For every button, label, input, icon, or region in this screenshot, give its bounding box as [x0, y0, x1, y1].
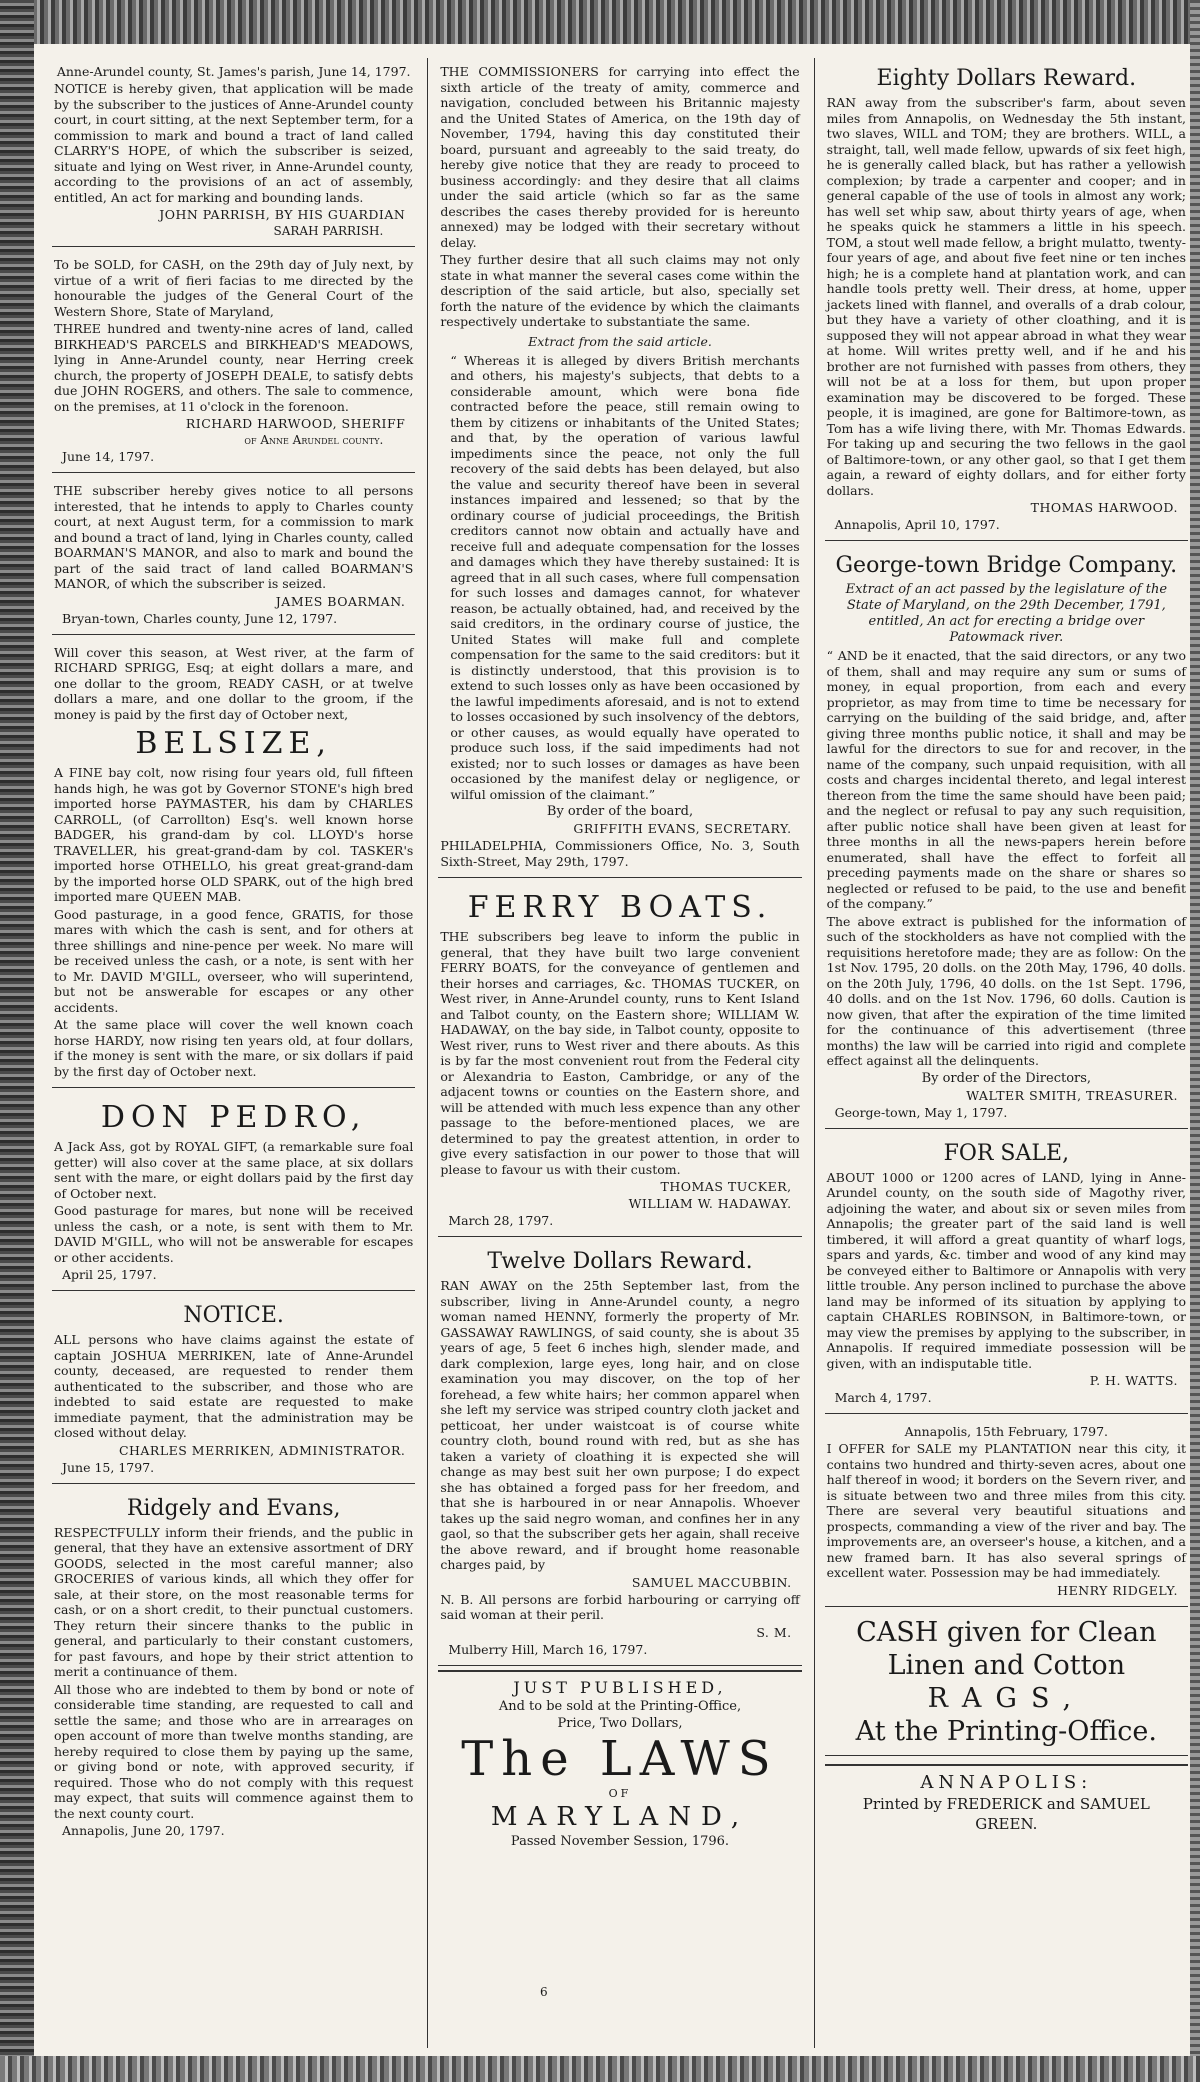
page-number: 6 [540, 1985, 548, 1999]
ad-signature: SAMUEL MACCUBBIN. [631, 1574, 792, 1590]
ad-title: Eighty Dollars Reward. [876, 66, 1137, 91]
ad-date: Annapolis, June 20, 1797. [62, 1823, 225, 1838]
ad-ferry-boats [438, 882, 801, 1237]
ad-session: Passed November Session, 1796. [510, 1833, 730, 1849]
ad-body-2: All those who are indebted to them by bond or note of considerable time standing, are requested to call and settle the same; and those who are in arrearages on open account of more than twelve months standing, are hereby required to close them by paying up the same, or giving bond or note, with approved security, if required. Those who do not comply with this request may expect, that suits will commence against them to the next county court. [54, 1681, 414, 1821]
scan-border-top [0, 0, 1200, 44]
ad-date: Annapolis, April 10, 1797. [834, 517, 1000, 532]
ad-signature: P. H. WATTS. [1089, 1373, 1178, 1388]
ad-place: PHILADELPHIA, Commissioners Office, No. 3, South Sixth-Street, May 29th, 1797. [440, 838, 800, 869]
column-middle [427, 58, 801, 2048]
ad-title: NOTICE. [183, 1303, 284, 1328]
extract-title: Extract from the said article. [528, 333, 712, 349]
printer-imprint [825, 1764, 1188, 1835]
ad-body: RESPECTFULLY inform their friends, and the public in general, that they have an extensive assortment of DRY GOODS, selected in the most careful manner; also GROCERIES of various kinds, all which they offer for sale, at their store, on the most reasonable terms for cash, or on a short credit, to their punctual customers. They return their sincere thanks to the public in general, and particularly to their constant customers, for past favours, and hope by their strict attention to merit a continuance of them. [54, 1524, 414, 1679]
ad-dateline: Anne-Arundel county, St. James's parish, June 14, 1797. [56, 64, 411, 79]
ad-dateline: Annapolis, 15th February, 1797. [904, 1424, 1109, 1439]
ad-date: George-town, May 1, 1797. [834, 1104, 1008, 1120]
ad-body-3: At the same place will cover the well known coach horse HARDY, now rising ten years old, at four dollars, if the money is sent with the mare, or six dollars if paid by the first day of October next. [54, 1017, 414, 1079]
ad-body: A Jack Ass, got by ROYAL GIFT, (a remarkable sure foal getter) will also cover at the same place, at six dollars sent with the mare, or eight dollars paid by the first day of October next. [54, 1139, 414, 1201]
ad-bridge-company [825, 545, 1188, 1129]
ad-body-2: The above extract is published for the information of such of the stockholders as have not complied with the requisitions heretofore made; they are as follow: On the 1st Nov. 1795, 20 dolls. on the 20th May, 1796, 40 dolls. on the 20th July, 1796, 40 dolls. on the 1st Sept. 1796, 40 dolls. and on the 1st Nov. 1796, 60 dolls. Caution is now given, that after the expiration of the time limited for the continuance of this advertisement (three months) the law will be carried into rigid and complete effect against all the delinquents. [826, 913, 1186, 1068]
ad-eighty-dollars [825, 58, 1188, 541]
ad-signature: GRIFFITH EVANS, SECRETARY. [573, 821, 792, 836]
ad-body: “ AND be it enacted, that the said directors, or any two of them, shall and may require any sum or sums of money, in equal proportion, from each and every proprietor, as may from time to time be necessary for carrying on the building of the said bridge, and, after giving three months public notice, it shall and may be lawful for the directors to sue for and recover, in the name of the company, such unpaid requisition, with all costs and charges incidental thereto, and legal interest thereon from the time the same should have been paid; and the neglect or refusal to pay any such requisition, after public notice shall have been given at least for three months in all the news-papers herein before enumerated, shall have the effect to forfeit all preceding payments made on the share or shares so neglected or refused to be paid, to the use and benefit of the company.” [826, 648, 1186, 911]
ad-merriken-notice [52, 1295, 415, 1484]
ad-date: March 28, 1797. [448, 1213, 554, 1228]
ad-title: BELSIZE, [135, 726, 332, 761]
ad-body-2: Good pasturage, in a good fence, GRATIS, for those mares with which the cash is sent, and for others at three shillings and nine-pence per week. No mare will be received unless the cash, or a note, is sent with her to Mr. DAVID M'GILL, overseer, who will superintend, but not be answerable for escapes or any other accidents. [54, 906, 414, 1015]
ad-title: FOR SALE, [943, 1140, 1070, 1166]
ad-laws-of-maryland [438, 1670, 801, 1857]
ad-body: A FINE bay colt, now rising four years old, full fifteen hands high, he was got by Governor STONE's high bred imported horse PAYMASTER, his dam by CHARLES CARROLL, (of Carrollton) Esq's. well known horse BADGER, his grand-dam by col. LLOYD's horse TRAVELLER, his great-grand-dam by col. TASKER's imported horse OTHELLO, his great great-grand-dam by the imported horse OLD SPARK, out of the high bred imported mare QUEEN MAB. [54, 765, 414, 904]
ad-date: June 15, 1797. [62, 1459, 155, 1475]
ad-signature-sub: of Anne Arundel county. [244, 433, 384, 447]
ad-title: FERRY BOATS. [467, 890, 773, 925]
ad-signature: WALTER SMITH, TREASURER. [966, 1087, 1178, 1103]
ad-for-sale [825, 1133, 1188, 1415]
ad-body: THE subscribers beg leave to inform the public in general, that they have built two large convenient FERRY BOATS, for the conveyance of gentlemen and their horses and carriages, &c. THOMAS TUCKER, on West river, in Anne-Arundel county, runs to Kent Island and Talbot county, on the Eastern shore; WILLIAM W. HADAWAY, on the bay side, in Talbot county, opposite to West river, runs to West river and there abouts. As this is by far the most convenient rout from the Federal city or Alexandria to Easton, Cambridge, or any of the adjacent towns or counties on the Eastern shore, and will be attended with much less expence than any other passage to the before-mentioned places, we are determined to pay the greatest attention, in order to give every satisfaction in our power to those that will please to favour us with their custom. [440, 929, 800, 1177]
imprint-printed-by: Printed by FREDERICK and SAMUEL [862, 1794, 1150, 1813]
ad-title: Twelve Dollars Reward. [487, 1249, 753, 1274]
ad-body: RAN away from the subscriber's farm, about seven miles from Annapolis, on Wednesday the 5th instant, two slaves, WILL and TOM; they are brothers. WILL, a straight, tall, well made fellow, upwards of six feet high, he is generally called black, but has rather a yellowish complexion; by trade a carpenter and cooper; and in general capable of the use of tools in almost any work; has well set whip saw, about thirty years of age, when he speaks quick he stammers a little in his speech. TOM, a stout well made fellow, a bright mulatto, twenty-four years of age, and about five feet nine or ten inches high; he is a complete hand at plantation work, and can handle tools pretty well. Their dress, at home, upper jackets lined with flannel, and overalls of a drab colour, but they have a variety of other cloathing, and it is supposed they will not appear abroad in what they wear at home. Will writes pretty well, and if he and his brother are not furnished with passes from others, they will not be at a loss for them, but upon proper examination may be discovered to be forged. These people, it is imagined, are gone for Baltimore-town, as Tom has a wife living there, with Mr. Thomas Edwards. For taking up and securing the two fellows in the gaol of Baltimore-town, or any other gaol, so that I get them again, a reward of eighty dollars, and for either forty dollars. [826, 95, 1186, 498]
ad-price: Price, Two Dollars, [557, 1715, 683, 1731]
ad-commissioners [438, 58, 801, 878]
ad-order-line: By order of the board, [546, 804, 694, 819]
ad-title: Ridgely and Evans, [126, 1495, 341, 1521]
scan-border-bottom [0, 2056, 1200, 2082]
ad-intro: Will cover this season, at West river, at the farm of RICHARD SPRIGG, Esq; at eight dollars a mare, and one dollar to the groom, READY CASH, or at twelve dollars a mare, and one dollar to the groom, if the money is paid by the first day of October next, [54, 644, 414, 722]
ad-date: June 14, 1797. [62, 449, 155, 464]
ad-body: ABOUT 1000 or 1200 acres of LAND, lying in Anne-Arundel county, on the south side of Magothy river, adjoining the water, and about six or seven miles from Annapolis; the greater part of the said land is well timbered, it will afford a great quantity of wharf logs, spars and yards, &c. timber and wood of any kind may be conveyed either to Baltimore or Annapolis with very little trouble. Any person inclined to purchase the above land may be informed of its situation by applying to captain CHARLES ROBINSON, in Baltimore-town, or may view the premises by applying to the subscriber, in Annapolis. If required immediate possession will be given, with an indisputable title. [826, 1169, 1186, 1371]
rags-line-4: At the Printing-Office. [855, 1715, 1157, 1747]
ad-boarman-notice [52, 477, 415, 635]
ad-subtitle: Extract of an act passed by the legislature of the State of Maryland, on the 29th December, 1791, entitled, An act for erecting a bridge over Patowmack river. [845, 582, 1168, 645]
ad-signature-sub: SARAH PARRISH. [273, 224, 384, 238]
ad-harwood-sale [52, 251, 415, 473]
ad-rags [825, 1611, 1188, 1756]
ad-twelve-dollars [438, 1241, 801, 1666]
imprint-place: ANNAPOLIS: [920, 1771, 1093, 1793]
ad-signature: HENRY RIDGELY. [1057, 1582, 1178, 1598]
ad-body: ALL persons who have claims against the estate of captain JOSHUA MERRIKEN, late of Anne-Arundel county, deceased, are requested to render them authenticated to the subscriber, and those who are indebted to said estate are requested to make immediate payment, that the administration may be closed without delay. [54, 1332, 414, 1440]
ad-body: THREE hundred and twenty-nine acres of land, called BIRKHEAD'S PARCELS and BIRKHEAD'S MEADOWS, lying in Anne-Arundel county, near Herring creek church, the property of JOSEPH DEALE, to satisfy debts due JOHN ROGERS, and others. The sale to commence, on the premises, at 11 o'clock in the forenoon. [54, 321, 414, 414]
extract-text: “ Whereas it is alleged by divers British merchants and others, his majesty's subjects, that debts to a considerable amount, which were bona fide contracted before the peace, still remain owing to them by citizens or inhabitants of the United States; and that, by the operation of various lawful impediments since the peace, not only the full recovery of the said debts has been delayed, but also the value and security thereof have been in several instances impaired and lessened; so that by the ordinary course of judicial proceedings, the British creditors cannot now obtain and actually have and receive full and adequate compensation for the losses and damages which they have thereby sustained: It is agreed that in all such cases, where full compensation for such losses and damages cannot, for whatever reason, be actually obtained, had, and received by the said creditors, in the ordinary course of justice, the United States will make full and complete compensation for the same to the said creditors: but it is distinctly understood, that this provision is to extend to such losses only as have been occasioned by the lawful impediments aforesaid, and is not to extend to losses occasioned by such insolvency of the debtors, or other causes, as would equally have operated to produce such loss, if the said impediments had not existed; nor to such losses or damages as have been occasioned by the manifest delay or negligence, or wilful omission of the claimant.” [450, 352, 800, 802]
imprint-names: GREEN. [975, 1814, 1038, 1833]
rags-line-2: Linen and Cotton [887, 1649, 1126, 1681]
ad-date: Bryan-town, Charles county, June 12, 1797. [62, 610, 338, 626]
column-right [814, 58, 1188, 2048]
scan-border-left [0, 0, 34, 2082]
ad-announcement: JUST PUBLISHED, [513, 1677, 727, 1697]
ad-title: George-town Bridge Company. [835, 553, 1178, 578]
ad-body: THE COMMISSIONERS for carrying into effect the sixth article of the treaty of amity, commerce and navigation, concluded between his Britannic majesty and the United States of America, on the 19th day of November, 1794, having this day constituted their board, pursuant and agreeably to the said treaty, do hereby give notice that they are ready to proceed to business accordingly: and they desire that all claims under the said article (which so far as the same describes the cases thereby provided for is hereunto annexed) may be lodged with their secretary without delay. [440, 64, 800, 250]
ad-title: DON PEDRO, [100, 1100, 367, 1135]
ad-signature-2: WILLIAM W. HADAWAY. [628, 1196, 792, 1211]
ad-don-pedro [52, 1092, 415, 1291]
newspaper-page [52, 58, 1188, 2048]
ad-signature: JAMES BOARMAN. [275, 593, 406, 609]
rags-line-1: CASH given for Clean [856, 1616, 1157, 1648]
extract-quote [440, 353, 799, 803]
ad-body: I OFFER for SALE my PLANTATION near this city, it contains two hundred and thirty-seven acres, about one half thereof in wood; it borders on the Severn river, and is situate between two and three miles from this city. There are several very beautiful situations and prospects, commanding a view of the river and bay. The improvements are, an overseer's house, a kitchen, and a new framed barn. It has also several springs of excellent water. Possession may be had immediately. [826, 1441, 1186, 1580]
ad-date: April 25, 1797. [62, 1267, 157, 1282]
ad-body-2: Good pasturage for mares, but none will be received unless the cash, or a note, is sent with them to Mr. DAVID M'GILL, who will not be answerable for escapes or other accidents. [54, 1203, 414, 1265]
ad-signature: CHARLES MERRIKEN, ADMINISTRATOR. [118, 1442, 406, 1458]
ad-signature: RICHARD HARWOOD, SHERIFF [185, 416, 406, 431]
ad-ridgely-plantation [825, 1418, 1188, 1607]
ad-belsize [52, 639, 415, 1089]
ad-body: NOTICE is hereby given, that application will be made by the subscriber to the justices of Anne-Arundel county court, in court sitting, at the next September term, for a commission to mark and bound a tract of land called CLARRY'S HOPE, of which the subscriber is seized, situate and lying on West river, in Anne-Arundel county, according to the provisions of an act of assembly, entitled, An act for marking and bounding lands. [54, 81, 414, 205]
ad-nb-signature: S. M. [756, 1624, 792, 1640]
ad-nb: N. B. All persons are forbid harbouring or carrying off said woman at their peril. [440, 1591, 800, 1622]
ad-body: RAN AWAY on the 25th September last, from the subscriber, living in Anne-Arundel county, a negro woman named HENNY, formerly the property of Mr. GASSAWAY RAWLINGS, of said county, she is about 35 years of age, 5 feet 6 inches high, slender made, and dark complexion, large eyes, long hair, and on close examination you may discover, on the top of her forehead, a few white hairs; her common apparel when she left my service was striped country cloth jacket and petticoat, her under waistcoat is of course white country cloth, bound round with red, but as she has taken a variety of cloathing it is expected she will change as may best suit her own purpose; I do expect she has obtained a forged pass for her freedom, and that she is harboured in or near Annapolis. Whoever takes up the said negro woman, and confines her in any gaol, so that the subscriber gets her again, shall receive the above reward, and if brought home reasonable charges paid, by [440, 1278, 800, 1572]
ad-order-line: By order of the Directors, [921, 1070, 1092, 1086]
rags-line-3: RAGS, [927, 1682, 1086, 1714]
ad-parrish-notice [52, 58, 415, 247]
ad-ridgely-evans [52, 1488, 415, 1847]
ad-state: MARYLAND, [490, 1801, 750, 1832]
ad-signature: THOMAS HARWOOD. [1030, 500, 1178, 515]
ad-body-2: They further desire that all such claims may not only state in what manner the several cases come within the description of the said article, but also, specially set forth the nature of the evidence by which the claimants respectively undertake to substantiate the same. [440, 252, 800, 329]
column-left [52, 58, 415, 2048]
ad-body: THE subscriber hereby gives notice to all persons interested, that he intends to apply to Charles county court, at next August term, for a commission to mark and bound a tract of land, lying in Charles county, called BOARMAN'S MANOR, and also to mark and bound the part of the said tract of land called BOARMAN'S MANOR, of which the subscriber is seized. [54, 483, 414, 591]
ad-line: And to be sold at the Printing-Office, [498, 1698, 742, 1714]
ad-title: The LAWS [461, 1730, 779, 1787]
ad-date: Mulberry Hill, March 16, 1797. [448, 1641, 648, 1657]
ad-intro: To be SOLD, for CASH, on the 29th day of July next, by virtue of a writ of fieri facias to me directed by the honourable the judges of the General Court of the Western Shore, State of Maryland, [54, 257, 414, 319]
ad-of: OF [608, 1786, 632, 1800]
ad-date: March 4, 1797. [834, 1390, 932, 1405]
ad-signature: JOHN PARRISH, BY HIS GUARDIAN [159, 207, 406, 222]
ad-signature: THOMAS TUCKER, [660, 1179, 792, 1194]
scan-border-right [1190, 0, 1200, 2082]
